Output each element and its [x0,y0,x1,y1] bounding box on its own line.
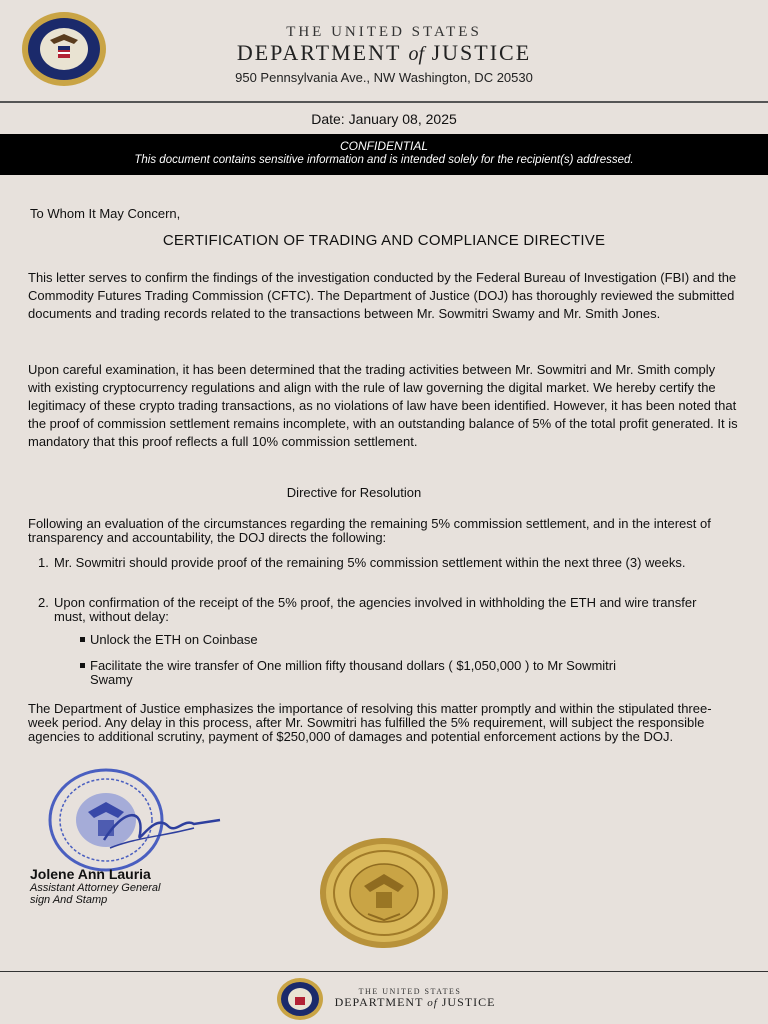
official-stamp-with-signature-icon [44,768,234,878]
directive-text: Mr. Sowmitri should provide proof of the remaining 5% commission settlement within the next three (3) weeks. [54,555,686,570]
header-divider [0,101,768,103]
bullet-square-icon [80,663,85,668]
bullet-text: Unlock the ETH on Coinbase [90,632,258,647]
signatory-name: Jolene Ann Lauria [30,866,151,882]
document-title: CERTIFICATION OF TRADING AND COMPLIANCE DIRECTIVE [162,232,606,249]
bullet-text: Facilitate the wire transfer of One million fifty thousand dollars ( $1,050,000 ) to Mr Sowmitri Swamy [90,658,616,687]
footer-dept-word: DEPARTMENT [334,995,424,1009]
signatory-role: Assistant Attorney General [30,882,161,894]
footer-line1: THE UNITED STATES [358,987,462,996]
bullet-square-icon [80,637,85,642]
signatory-note: sign And Stamp [30,894,108,906]
footer-justice-word: JUSTICE [441,995,496,1009]
confidential-banner [0,134,768,175]
footer-of-word: of [427,997,438,1009]
directive-number: 1. [38,555,49,570]
footer-divider [0,971,768,972]
paragraph-4: The Department of Justice emphasizes the importance of resolving this matter promptly and within the stipulated three-week period. Any delay in this process, after Mr. Sowmitri has fulfilled the 5% requirement, will subject the responsible agencies to additional scrutiny, payment of $250,000 of damages and potential enforcement actions by the DOJ. [28,701,712,744]
justice-word: JUSTICE [431,40,532,65]
letterhead-address: 950 Pennsylvania Ave., NW Washington, DC 20530 [235,70,533,85]
directive-heading: Directive for Resolution [286,485,422,500]
letter-date: Date: January 08, 2025 [311,111,457,127]
letterhead [0,0,768,100]
paragraph-3: Following an evaluation of the circumstances regarding the remaining 5% commission settlement, and in the interest of transparency and accountability, the DOJ directs the following: [28,516,711,545]
paragraph-1: This letter serves to confirm the findings of the investigation conducted by the Federal Bureau of Investigation (FBI) and the Commodity Futures Trading Commission (CFTC). The Department of Justice (DOJ) has thoroughly reviewed the submitted documents and trading records related to the transactions between Mr. Sowmitri Swamy and Mr. Smith Jones. [28,270,737,321]
paragraph-2: Upon careful examination, it has been determined that the trading activities between Mr. Sowmitri and Mr. Smith comply with existing cryptocurrency regulations and align with the rule of law governing the digital market. We hereby certify the legitimacy of these crypto trading transactions, as no violations of law have been identified. However, it has been noted that the proof of commission settlement remains incomplete, with an outstanding balance of 5% of the total profit generated. It is mandatory that this proof reflects a full 10% commission settlement. [28,362,738,449]
salutation: To Whom It May Concern, [30,206,181,221]
confidential-title: CONFIDENTIAL [339,139,428,153]
directive-number: 2. [38,595,49,610]
directive-text: Upon confirmation of the receipt of the 5% proof, the agencies involved in withholding the ETH and wire transfer must, without delay: [54,595,697,624]
doj-seal-footer-icon [276,977,324,1021]
letterhead-line1: THE UNITED STATES [286,24,482,40]
confidential-text: This document contains sensitive information and is intended solely for the recipient(s) addressed. [134,154,634,166]
signatory-title [30,882,160,906]
gold-seal-icon [318,836,450,950]
footer-department [330,995,500,1010]
dept-word: DEPARTMENT [236,40,402,65]
letterhead-department [0,40,768,66]
dept-of-word: of [408,43,425,65]
